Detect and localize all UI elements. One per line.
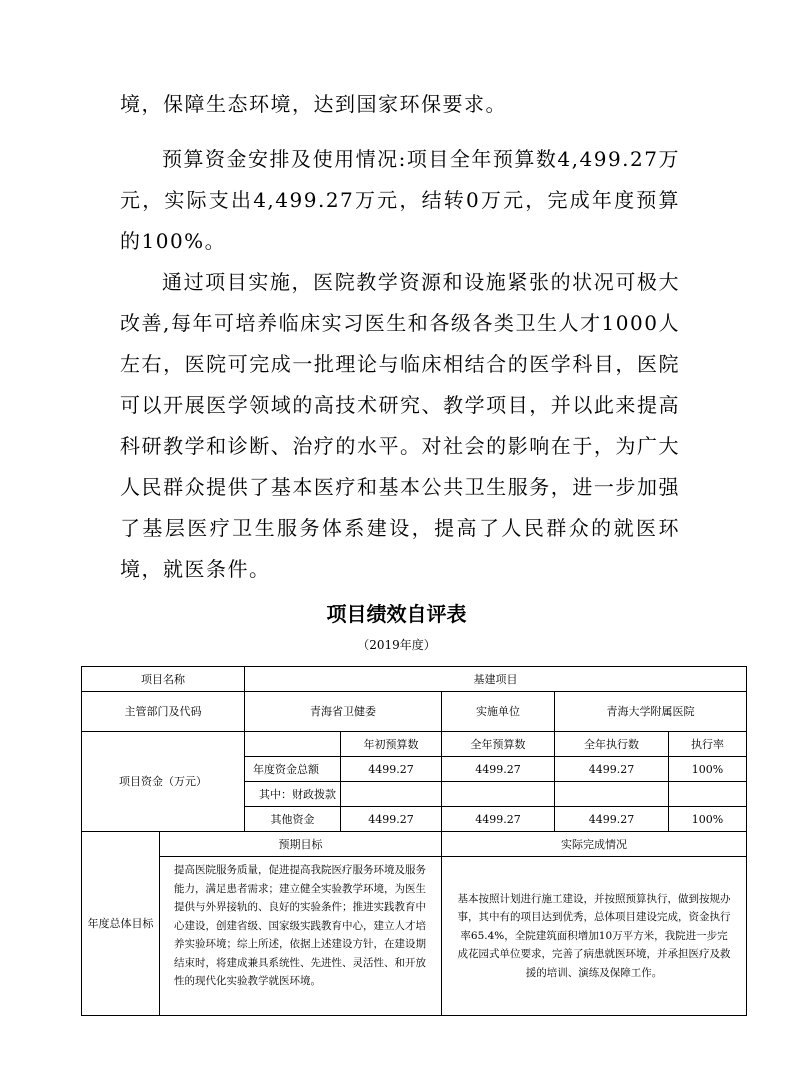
value-cell: 4499.27 <box>442 757 555 782</box>
header-cell: 全年预算数 <box>442 732 555 757</box>
impl-unit-label: 实施单位 <box>442 692 555 732</box>
value-cell <box>555 782 669 807</box>
value-cell: 100% <box>669 757 747 782</box>
funds-label: 项目资金（万元） <box>82 732 245 832</box>
project-name-value: 基建项目 <box>245 667 747 692</box>
row-label: 其中：财政拨款 <box>245 782 341 807</box>
impl-unit-value: 青海大学附属医院 <box>555 692 747 732</box>
value-cell: 4499.27 <box>555 757 669 782</box>
overall-goal-label: 年度总体目标 <box>82 832 160 1016</box>
table-row <box>82 832 747 857</box>
table-row <box>82 857 747 1016</box>
value-cell <box>669 782 747 807</box>
header-cell: 全年执行数 <box>555 732 669 757</box>
paragraph-2: 预算资金安排及使用情况:项目全年预算数4,499.27万元，实际支出4,499.27万元，结转0万元，完成年度预算的100%。 <box>120 147 680 253</box>
row-label: 其他资金 <box>245 807 341 832</box>
value-cell: 100% <box>669 807 747 832</box>
blank-cell <box>245 732 341 757</box>
value-cell: 4499.27 <box>341 757 442 782</box>
actual-label: 实际完成情况 <box>442 832 747 857</box>
table-subtitle: （2019年度） <box>357 638 436 652</box>
table-row <box>82 692 747 732</box>
value-cell: 4499.27 <box>442 807 555 832</box>
row-label: 年度资金总额 <box>245 757 341 782</box>
value-cell <box>442 782 555 807</box>
paragraph-3: 通过项目实施，医院教学资源和设施紧张的状况可极大改善,每年可培养临床实习医生和各级各类卫生人才1000人左右，医院可完成一批理论与临床相结合的医学科目，医院可以开展医学领域的高技术研究、教学项目，并以此来提高科研教学和诊断、治疗的水平。对社会的影响在于，为广大人民群众提供了基本医疗和基本公共卫生服务，进一步加强了基层医疗卫生服务体系建设，提高了人民群众的就医环境，就医条件。 <box>120 270 680 581</box>
value-cell: 4499.27 <box>341 807 442 832</box>
header-cell: 执行率 <box>669 732 747 757</box>
expected-text: 提高医院服务质量，促进提高我院医疗服务环境及服务能力，满足患者需求；建立健全实验教学环境，为医生提供与外界接轨的、良好的实验条件；推进实践教育中心建设，创建省级、国家级实践教育中心，建立人才培养实验环境；综上所述，依据上述建设方针，在建设期结束时，将建成兼具系统性、先进性、灵活性、和开放性的现代化实验教学就医环境。 <box>160 857 442 1016</box>
value-cell: 4499.27 <box>555 807 669 832</box>
table-title: 项目绩效自评表 <box>326 602 467 626</box>
header-cell: 年初预算数 <box>341 732 442 757</box>
dept-label: 主管部门及代码 <box>82 692 245 732</box>
table-row <box>82 667 747 692</box>
table-row <box>82 732 747 757</box>
dept-value: 青海省卫健委 <box>245 692 442 732</box>
performance-table <box>81 666 747 1016</box>
paragraph-1: 境，保障生态环境，达到国家环保要求。 <box>120 92 507 116</box>
value-cell <box>341 782 442 807</box>
expected-label: 预期目标 <box>160 832 442 857</box>
actual-text: 基本按照计划进行施工建设，并按照预算执行，做到按规办事，其中有的项目达到优秀，总体项目建设完成，资金执行率65.4%，全院建筑面积增加10万平方米，我院进一步完成花园式单位要求，完善了病患就医环境，并承担医疗及救援的培训、演练及保障工作。 <box>442 857 747 1016</box>
project-name-label: 项目名称 <box>82 667 245 692</box>
